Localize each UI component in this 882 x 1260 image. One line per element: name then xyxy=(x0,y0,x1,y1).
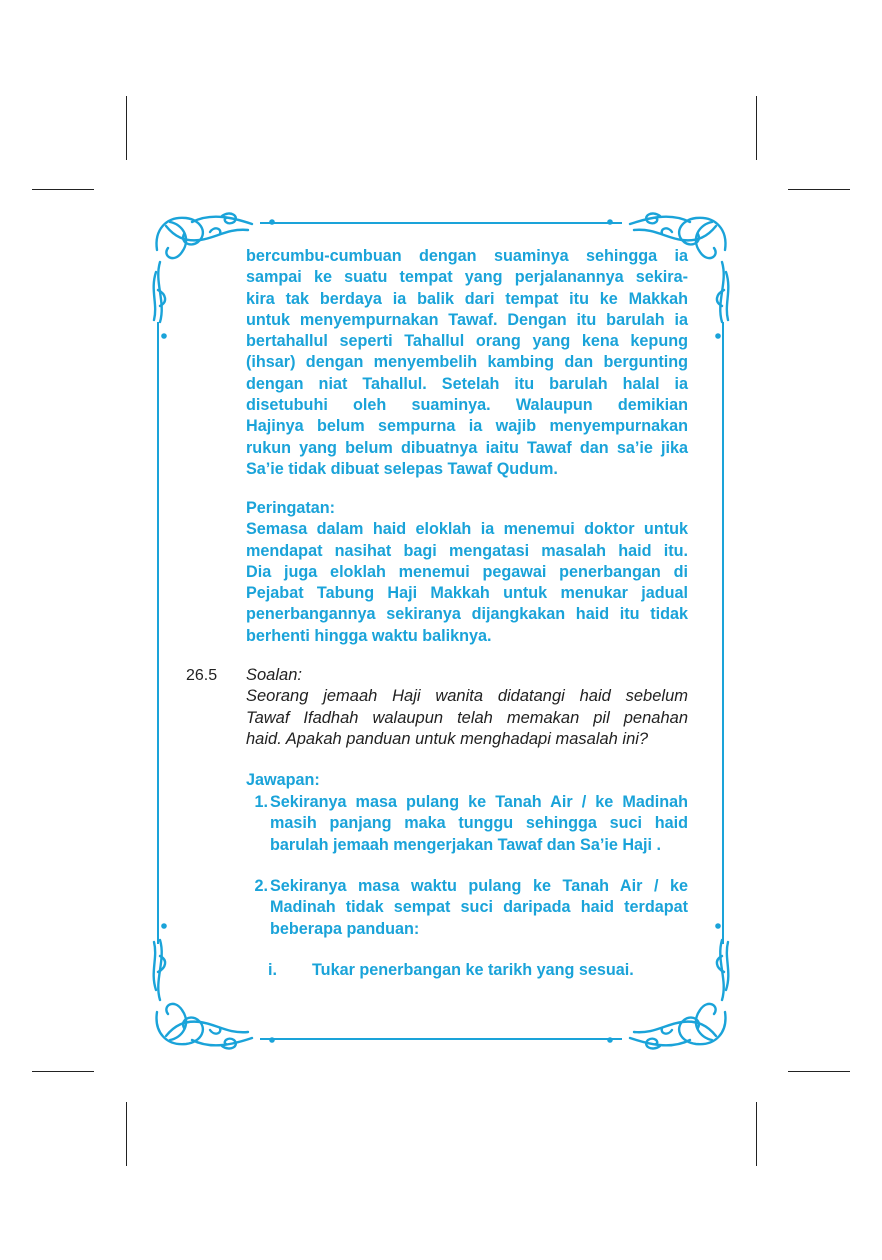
text-line: Sa’ie tidak dibuat selepas Tawaf Qudum. xyxy=(246,459,558,478)
text-line: haid. Apakah panduan untuk menghadapi masalah ini? xyxy=(246,729,649,748)
text-line: barulah jemaah mengerjakan Tawaf dan Sa’ie Haji . xyxy=(270,835,662,854)
text-line: bertahallul seperti Tahallul orang yang kena kepung xyxy=(246,332,688,351)
text-line: penerbangannya sekiranya dijangkakan haid itu tidak xyxy=(246,605,688,624)
answer-item-2 xyxy=(246,876,688,940)
text-line: (ihsar) dengan menyembelih kambing dan bergunting xyxy=(246,353,688,372)
question-section xyxy=(246,665,688,750)
text-line: kira tak berdaya ia balik dari tempat itu ke Makkah xyxy=(246,289,688,308)
text-line: Pejabat Tabung Haji Makkah untuk menukar jadual xyxy=(246,584,688,603)
item-number: 1. xyxy=(254,793,268,811)
warning-section xyxy=(246,498,688,647)
text-line: disetubuhi oleh suaminya. Walaupun demikian xyxy=(246,396,688,415)
continuation-paragraph xyxy=(246,246,688,480)
answer-item-1 xyxy=(246,792,688,856)
text-line: dengan niat Tahallul. Setelah itu barulah halal ia xyxy=(246,374,688,393)
text-line: Sekiranya masa waktu pulang ke Tanah Air / ke xyxy=(270,877,688,895)
text-line: untuk menyempurnakan Tawaf. Dengan itu barulah ia xyxy=(246,310,688,329)
text-line: masih panjang maka tunggu sehingga suci haid xyxy=(270,814,688,833)
question-label: Soalan: xyxy=(246,666,302,684)
text-line: Sekiranya masa pulang ke Tanah Air / ke Madinah xyxy=(270,793,688,811)
question-number: 26.5 xyxy=(186,667,218,684)
text-line: berhenti hingga waktu baliknya. xyxy=(246,626,492,645)
item-number: 2. xyxy=(254,877,268,895)
text-line: mendapat nasihat bagi mengatasi masalah haid itu. xyxy=(246,541,688,560)
frame-corner-bottom-right xyxy=(607,923,728,1048)
frame-corner-bottom-left xyxy=(154,923,275,1048)
warning-heading: Peringatan: xyxy=(246,499,336,517)
answer-sub-item-i xyxy=(268,961,634,980)
text-line: bercumbu-cumbuan dengan suaminya sehingga ia xyxy=(246,247,688,265)
sub-item-number: i. xyxy=(268,961,277,979)
text-line: Madinah tidak sempat suci daripada haid terdapat xyxy=(270,898,688,917)
text-line: Hajinya belum sempurna ia wajib menyempurnakan xyxy=(246,417,688,436)
text-line: rukun yang belum dibuatnya iaitu Tawaf dan sa’ie jika xyxy=(246,438,688,457)
text-line: sampai ke suatu tempat yang perjalanannya sekira- xyxy=(246,268,688,287)
answer-heading: Jawapan: xyxy=(246,771,320,789)
text-line: Seorang jemaah Haji wanita didatangi haid sebelum xyxy=(246,687,688,706)
text-line: Dia juga eloklah menemui pegawai penerbangan di xyxy=(246,562,688,581)
sub-item-text: Tukar penerbangan ke tarikh yang sesuai. xyxy=(312,961,634,979)
text-line: Semasa dalam haid eloklah ia menemui doktor untuk xyxy=(246,520,688,539)
text-line: beberapa panduan: xyxy=(270,919,420,938)
text-line: Tawaf Ifadhah walaupun telah memakan pil penahan xyxy=(246,708,688,727)
answer-heading-block xyxy=(246,770,688,791)
